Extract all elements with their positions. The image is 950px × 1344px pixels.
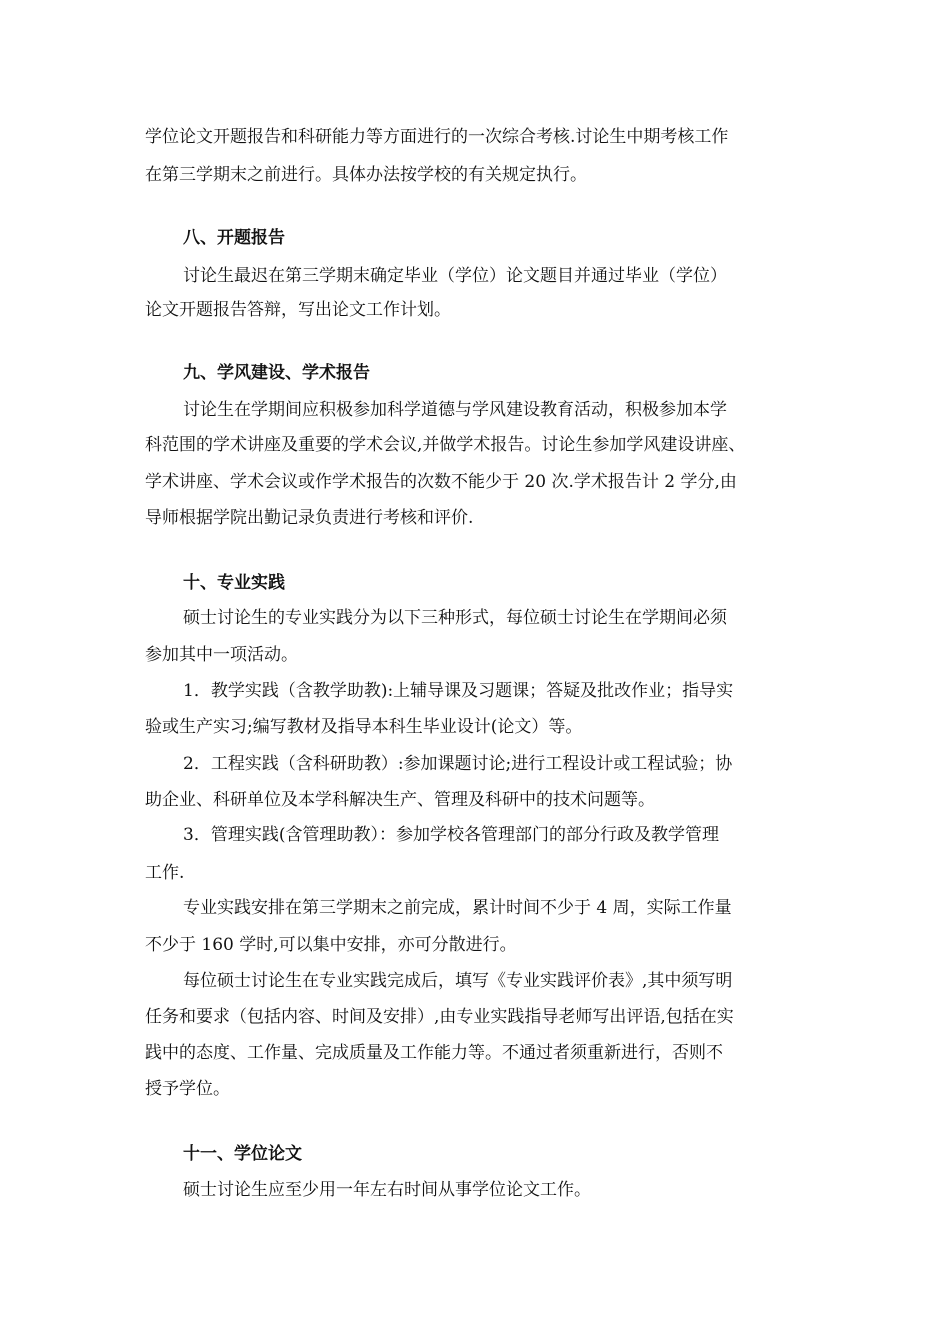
paragraph-line: 在第三学期末之前进行。具体办法按学校的有关规定执行。	[145, 165, 587, 185]
paragraph-line: 每位硕士讨论生在专业实践完成后，填写《专业实践评价表》,其中须写明	[183, 971, 733, 991]
paragraph-line: 论文开题报告答辩，写出论文工作计划。	[145, 300, 451, 320]
paragraph-line: 讨论生在学期间应积极参加科学道德与学风建设教育活动，积极参加本学	[183, 400, 727, 420]
list-item-line: 3．管理实践(含管理助教）：参加学校各管理部门的部分行政及教学管理	[183, 825, 719, 845]
list-item-line: 验或生产实习;编写教材及指导本科生毕业设计(论文）等。	[145, 717, 583, 737]
paragraph-line: 践中的态度、工作量、完成质量及工作能力等。不通过者须重新进行，否则不	[145, 1043, 723, 1063]
paragraph-line: 科范围的学术讲座及重要的学术会议,并做学术报告。讨论生参加学风建设讲座、	[145, 435, 746, 455]
paragraph-line: 硕士讨论生应至少用一年左右时间从事学位论文工作。	[183, 1180, 591, 1200]
paragraph-line: 授予学位。	[145, 1079, 230, 1099]
paragraph-line: 学术讲座、学术会议或作学术报告的次数不能少于 20 次.学术报告计 2 学分,由	[145, 472, 737, 492]
paragraph-line: 参加其中一项活动。	[145, 645, 298, 665]
section-heading: 十、专业实践	[183, 573, 285, 593]
section-heading: 九、学风建设、学术报告	[183, 363, 370, 383]
list-item-line: 助企业、科研单位及本学科解决生产、管理及科研中的技术问题等。	[145, 790, 655, 810]
paragraph-line: 硕士讨论生的专业实践分为以下三种形式，每位硕士讨论生在学期间必须	[183, 608, 727, 628]
paragraph-line: 任务和要求（包括内容、时间及安排）,由专业实践指导老师写出评语,包括在实	[145, 1007, 734, 1027]
list-item-line: 1．教学实践（含教学助教):上辅导课及习题课；答疑及批改作业；指导实	[183, 681, 734, 701]
paragraph-line: 不少于 160 学时,可以集中安排，亦可分散进行。	[145, 935, 517, 955]
paragraph-line: 讨论生最迟在第三学期末确定毕业（学位）论文题目并通过毕业（学位）	[183, 266, 727, 286]
section-heading: 八、开题报告	[183, 228, 285, 248]
list-item-line: 工作.	[145, 863, 185, 883]
paragraph-line: 学位论文开题报告和科研能力等方面进行的一次综合考核.讨论生中期考核工作	[145, 127, 729, 147]
list-item-line: 2．工程实践（含科研助教）:参加课题讨论;进行工程设计或工程试验；协	[183, 754, 733, 774]
section-heading: 十一、学位论文	[183, 1144, 302, 1164]
paragraph-line: 导师根据学院出勤记录负责进行考核和评价.	[145, 508, 474, 528]
paragraph-line: 专业实践安排在第三学期末之前完成，累计时间不少于 4 周，实际工作量	[183, 898, 732, 918]
